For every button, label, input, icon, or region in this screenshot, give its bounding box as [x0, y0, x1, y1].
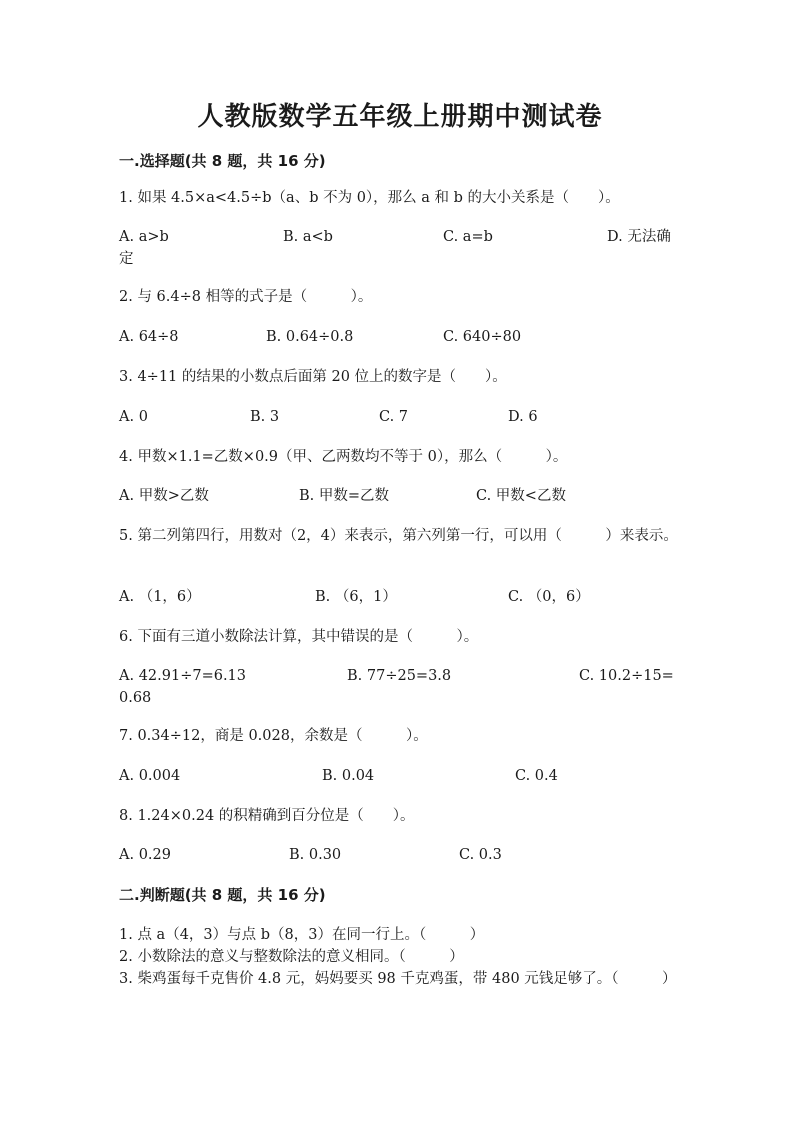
option-b: B. 0.04	[322, 768, 375, 784]
option-d: D. 6	[508, 409, 538, 425]
option-a: A. （1，6）	[119, 589, 201, 605]
page-title: 人教版数学五年级上册期中测试卷	[197, 102, 603, 132]
question-4-options	[119, 485, 681, 529]
option-a: A. 42.91÷7=6.13	[119, 668, 247, 684]
option-c: C. （0，6）	[508, 589, 590, 605]
question-8: 8. 1.24×0.24 的积精确到百分位是（ ）。	[119, 808, 415, 824]
question-7: 7. 0.34÷12，商是 0.028，余数是（ ）。	[119, 728, 428, 744]
question-6: 6. 下面有三道小数除法计算，其中错误的是（ ）。	[119, 629, 479, 645]
option-a: A. 0.004	[119, 768, 181, 784]
option-a: A. 甲数>乙数	[119, 488, 209, 504]
judgment-2: 2. 小数除法的意义与整数除法的意义相同。（ ）	[119, 949, 464, 965]
question-2: 2. 与 6.4÷8 相等的式子是（ ）。	[119, 289, 373, 305]
option-wrap: 0.68	[119, 690, 152, 706]
option-c: C. 10.2÷15=	[579, 668, 674, 684]
option-a: A. 64÷8	[119, 329, 179, 345]
option-b: B. 0.64÷0.8	[266, 329, 354, 345]
option-b: B. a<b	[283, 229, 333, 245]
question-6-options	[119, 665, 681, 709]
question-7-options	[119, 765, 681, 809]
question-8-options	[119, 844, 681, 888]
question-4: 4. 甲数×1.1=乙数×0.9（甲、乙两数均不等于 0），那么（ ）。	[119, 449, 568, 465]
option-b: B. 77÷25=3.8	[347, 668, 452, 684]
option-c: C. 0.4	[515, 768, 558, 784]
judgment-3: 3. 柴鸡蛋每千克售价 4.8 元，妈妈要买 98 千克鸡蛋，带 480 元钱足够了。（ ）	[119, 971, 677, 987]
option-a: A. 0	[119, 409, 148, 425]
option-a: A. a>b	[119, 229, 169, 245]
question-1: 1. 如果 4.5×a<4.5÷b（a、b 不为 0），那么 a 和 b 的大小关系是（ ）。	[119, 190, 620, 206]
option-b: B. 甲数=乙数	[299, 488, 390, 504]
option-c: C. 7	[379, 409, 409, 425]
section-heading-choice: 一.选择题(共 8 题，共 16 分)	[119, 152, 326, 170]
judgment-1: 1. 点 a（4，3）与点 b（8，3）在同一行上。（ ）	[119, 927, 485, 943]
question-3-options	[119, 406, 681, 450]
option-c: C. 0.3	[459, 847, 502, 863]
question-3: 3. 4÷11 的结果的小数点后面第 20 位上的数字是（ ）。	[119, 369, 507, 385]
option-a: A. 0.29	[119, 847, 171, 863]
section-heading-judgment: 二.判断题(共 8 题，共 16 分)	[119, 886, 326, 904]
option-c: C. 640÷80	[443, 329, 522, 345]
question-5: 5. 第二列第四行，用数对（2，4）来表示，第六列第一行，可以用（ ）来表示。	[119, 528, 678, 544]
option-b: B. 0.30	[289, 847, 342, 863]
question-1-options	[119, 226, 681, 270]
option-b: B. 3	[250, 409, 280, 425]
option-d: D. 无法确	[607, 229, 671, 245]
option-c: C. a=b	[443, 229, 493, 245]
question-2-options	[119, 326, 681, 370]
option-wrap: 定	[119, 251, 134, 267]
option-c: C. 甲数<乙数	[476, 488, 566, 504]
option-b: B. （6，1）	[315, 589, 397, 605]
question-5-options	[119, 586, 681, 630]
